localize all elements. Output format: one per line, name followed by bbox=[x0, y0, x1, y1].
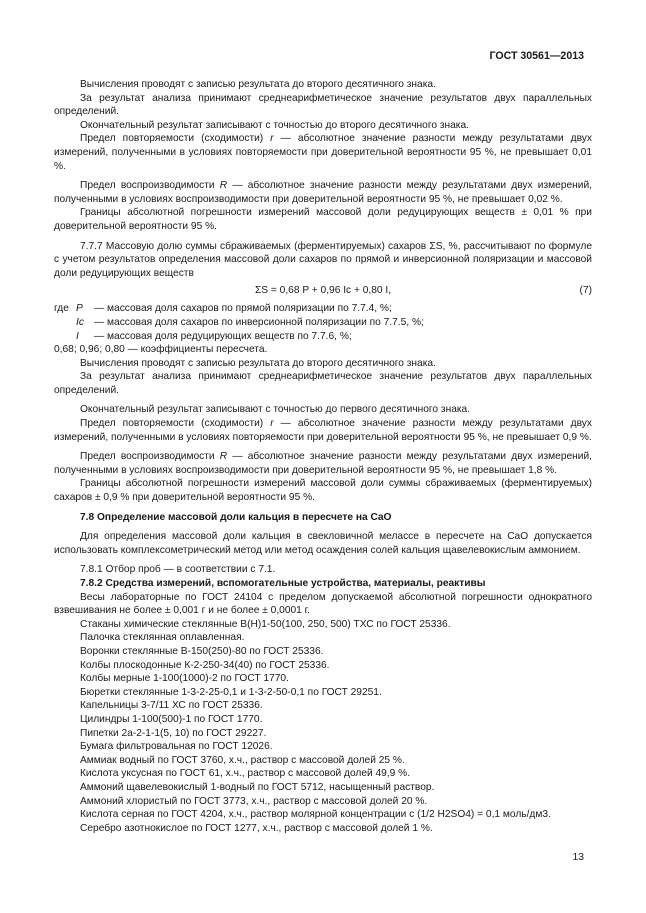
list-item: Колбы плоскодонные К-2-250-34(40) по ГОСТ 25336. bbox=[80, 659, 330, 671]
list-item: Аммиак водный по ГОСТ 3760, х.ч., раствор с массовой долей 25 %. bbox=[80, 754, 405, 766]
list-item: Капельницы 3-7/11 ХС по ГОСТ 25336. bbox=[80, 700, 263, 712]
page-content bbox=[54, 78, 592, 835]
list-item: Цилиндры 1-100(500)-1 по ГОСТ 1770. bbox=[80, 713, 263, 725]
definition-row bbox=[54, 316, 592, 330]
page-number: 13 bbox=[572, 852, 584, 864]
paragraph: Весы лабораторные по ГОСТ 24104 с пределом допускаемой абсолютной погрешности однократного взвешивания не более ± 0,001 г и не более ± 0,0001 г. bbox=[54, 591, 592, 617]
definition-symbol: Ic bbox=[76, 316, 84, 328]
list-item: Серебро азотнокислое по ГОСТ 1277, х.ч., раствор с массовой долей 1 %. bbox=[80, 822, 433, 834]
section-heading: 7.8 Определение массовой доли кальция в пересчете на CaO bbox=[80, 511, 392, 523]
paragraph: Для определения массовой доли кальция в свекловичной мелассе в пересчете на CaO допускается использовать комплексометрический метод или метод осаждения солей кальция щавелевокислым аммонием. bbox=[54, 531, 592, 556]
definition-row bbox=[54, 330, 592, 344]
paragraph: 7.8.1 Отбор проб — в соответствии с 7.1. bbox=[80, 564, 276, 576]
formula-number: (7) bbox=[579, 285, 592, 297]
list-item: Палочка стеклянная оплавленная. bbox=[80, 632, 245, 644]
paragraph: Предел повторяемости (сходимости) r — абсолютное значение разности между результатами двух измерений, полученными в условиях повторяемости при доверительной вероятности 95 %, не превышает 0,01 %. bbox=[54, 133, 592, 172]
paragraph: Предел воспроизводимости R — абсолютное значение разности между результатами двух измерений, полученными в условиях воспроизводимости при доверительной вероятности 95 %, не превышает 0,02 %. bbox=[54, 180, 592, 205]
coefficients-line: 0,68; 0,96; 0,80 — коэффициенты пересчета. bbox=[54, 344, 268, 356]
paragraph: Предел воспроизводимости R — абсолютное значение разности между результатами двух измерений, полученными в условиях воспроизводимости при доверительной вероятности 95 %, не превышает 1,8 %. bbox=[54, 451, 592, 476]
list-item: Пипетки 2а-2-1-1(5, 10) по ГОСТ 29227. bbox=[80, 727, 267, 739]
list-item: Воронки стеклянные В-150(250)-80 по ГОСТ 25336. bbox=[80, 645, 324, 657]
paragraph: Границы абсолютной погрешности измерений массовой доли редуцирующих веществ ± 0,01 % при доверительной вероятности 95 %. bbox=[54, 207, 592, 232]
list-item: Кислота серная по ГОСТ 4204, х.ч., раствор молярной концентрации с (1/2 H2SO4) = 0,1 моль/дм3. bbox=[80, 809, 551, 821]
list-item: Кислота уксусная по ГОСТ 61, х.ч., раствор с массовой долей 49,9 %. bbox=[80, 768, 411, 780]
list-item: Колбы мерные 1-100(1000)-2 по ГОСТ 1770. bbox=[80, 673, 289, 685]
definition-text: — массовая доля сахаров по инверсионной поляризации по 7.7.5, %; bbox=[94, 316, 424, 328]
paragraph: Окончательный результат записывают с точностью до второго десятичного знака. bbox=[80, 119, 469, 131]
paragraph: 7.7.7 Массовую долю суммы сбраживаемых (ферментируемых) сахаров ΣS, %, рассчитывают по формуле с учетом результатов определения массовой доли сахаров по прямой и инверсионной поляризации и массовой доли редуцирующих веществ bbox=[54, 240, 592, 279]
equipment-list bbox=[54, 618, 592, 836]
formula-7 bbox=[54, 284, 592, 298]
definition-text: — массовая доля сахаров по прямой поляризации по 7.7.4, %; bbox=[94, 303, 392, 315]
paragraph: Вычисления проводят с записью результата до второго десятичного знака. bbox=[80, 79, 436, 90]
paragraph: Вычисления проводят с записью результата до второго десятичного знака. bbox=[80, 357, 436, 369]
definition-row bbox=[54, 302, 592, 316]
definition-symbol: P bbox=[76, 303, 83, 315]
paragraph: Границы абсолютной погрешности измерений массовой доли суммы сбраживаемых (ферментируемых) сахаров ± 0,9 % при доверительной вероятности 95 %. bbox=[54, 478, 592, 504]
formula-expression: ΣS = 0,68 P + 0,96 Ic + 0,80 I, bbox=[254, 285, 392, 297]
list-item: Аммоний хлористый по ГОСТ 3773, х.ч., раствор с массовой долей 20 %. bbox=[80, 795, 428, 807]
where-word: где bbox=[54, 303, 69, 315]
list-item: Аммоний щавелевокислый 1-водный по ГОСТ 5712, насыщенный раствор. bbox=[80, 781, 435, 793]
paragraph: Предел повторяемости (сходимости) r — абсолютное значение разности между результатами двух измерений, полученными в условиях повторяемости при доверительной вероятности 95 %, не превышает 0,9 %. bbox=[54, 418, 592, 443]
definition-symbol: I bbox=[76, 330, 79, 342]
paragraph: За результат анализа принимают среднеарифметическое значение результатов двух параллельных определений. bbox=[54, 371, 592, 396]
list-item: Стаканы химические стеклянные В(Н)1-50(100, 250, 500) ТХС по ГОСТ 25336. bbox=[80, 618, 451, 630]
subsection-heading: 7.8.2 Средства измерений, вспомогательные устройства, материалы, реактивы bbox=[80, 578, 486, 589]
definition-text: — массовая доля редуцирующих веществ по 7.7.6, %; bbox=[94, 330, 352, 342]
paragraph: Окончательный результат записывают с точностью до первого десятичного знака. bbox=[80, 404, 471, 416]
list-item: Бумага фильтровальная по ГОСТ 12026. bbox=[80, 741, 273, 753]
paragraph: За результат анализа принимают среднеарифметическое значение результатов двух параллельных определений. bbox=[54, 92, 592, 118]
list-item: Бюретки стеклянные 1-3-2-25-0,1 и 1-3-2-50-0,1 по ГОСТ 29251. bbox=[80, 686, 382, 698]
document-code: ГОСТ 30561—2013 bbox=[489, 50, 584, 62]
